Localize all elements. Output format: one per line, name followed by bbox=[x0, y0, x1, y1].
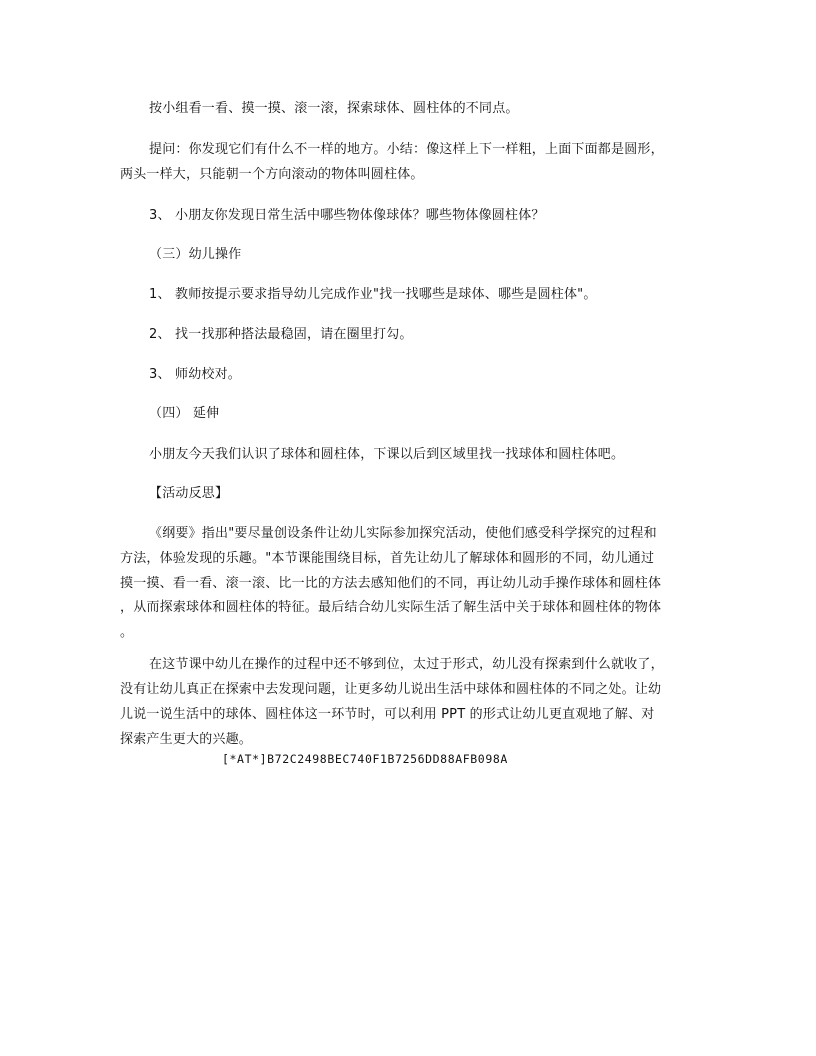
paragraph-summary-line-3: 儿说一说生活中的球体、圆柱体这一环节时，可以利用 PPT 的形式让幼儿更直观地了解、对 bbox=[120, 707, 655, 722]
list-item-3-question: 3、 小朋友你发现日常生活中哪些物体像球体？哪些物体像圆柱体？ bbox=[149, 208, 545, 223]
paragraph-reflection-line-5: 。 bbox=[120, 625, 134, 640]
section-heading-reflection: 【活动反思】 bbox=[149, 486, 229, 501]
paragraph-reflection-line-1: 《纲要》指出"要尽量创设条件让幼儿实际参加探究活动，使他们感受科学探究的过程和 bbox=[149, 526, 657, 541]
paragraph-summary-line-4: 探索产生更大的兴趣。 bbox=[120, 732, 253, 747]
list-item-2-find: 2、 找一找那种搭法最稳固，请在圈里打勾。 bbox=[149, 327, 413, 342]
paragraph-reflection-line-3: 摸一摸、看一看、滚一滚、比一比的方法去感知他们的不同，再让幼儿动手操作球体和圆柱体 bbox=[120, 576, 662, 591]
paragraph-explore-line: 按小组看一看、摸一摸、滚一滚，探索球体、圆柱体的不同点。 bbox=[149, 101, 519, 116]
paragraph-extension: 小朋友今天我们认识了球体和圆柱体，下课以后到区域里找一找球体和圆柱体吧。 bbox=[149, 447, 625, 462]
paragraph-question-line-1: 提问：你发现它们有什么不一样的地方。小结：像这样上下一样粗，上面下面都是圆形， bbox=[149, 142, 664, 157]
section-heading-extension: （四） 延伸 bbox=[149, 406, 220, 421]
paragraph-summary-line-2: 没有让幼儿真正在探索中去发现问题，让更多幼儿说出生活中球体和圆柱体的不同之处。让幼 bbox=[120, 682, 662, 697]
paragraph-question-line-2: 两头一样大，只能朝一个方向滚动的物体叫圆柱体。 bbox=[120, 167, 424, 182]
paragraph-reflection-line-4: ，从而探索球体和圆柱体的特征。最后结合幼儿实际生活了解生活中关于球体和圆柱体的物体 bbox=[120, 600, 662, 615]
paragraph-summary-line-1: 在这节课中幼儿在操作的过程中还不够到位，太过于形式，幼儿没有探索到什么就收了， bbox=[149, 657, 664, 672]
list-item-1-teacher: 1、 教师按提示要求指导幼儿完成作业"找一找哪些是球体、哪些是圆柱体"。 bbox=[149, 287, 597, 302]
section-heading-operation: （三）幼儿操作 bbox=[149, 247, 242, 262]
paragraph-reflection-line-2: 方法，体验发现的乐趣。"本节课能围绕目标，首先让幼儿了解球体和圆形的不同，幼儿通过 bbox=[120, 551, 655, 566]
list-item-3-check: 3、 师幼校对。 bbox=[149, 367, 242, 382]
document-id-code: [*AT*]B72C2498BEC740F1B7256DD88AFB098A bbox=[222, 752, 508, 766]
